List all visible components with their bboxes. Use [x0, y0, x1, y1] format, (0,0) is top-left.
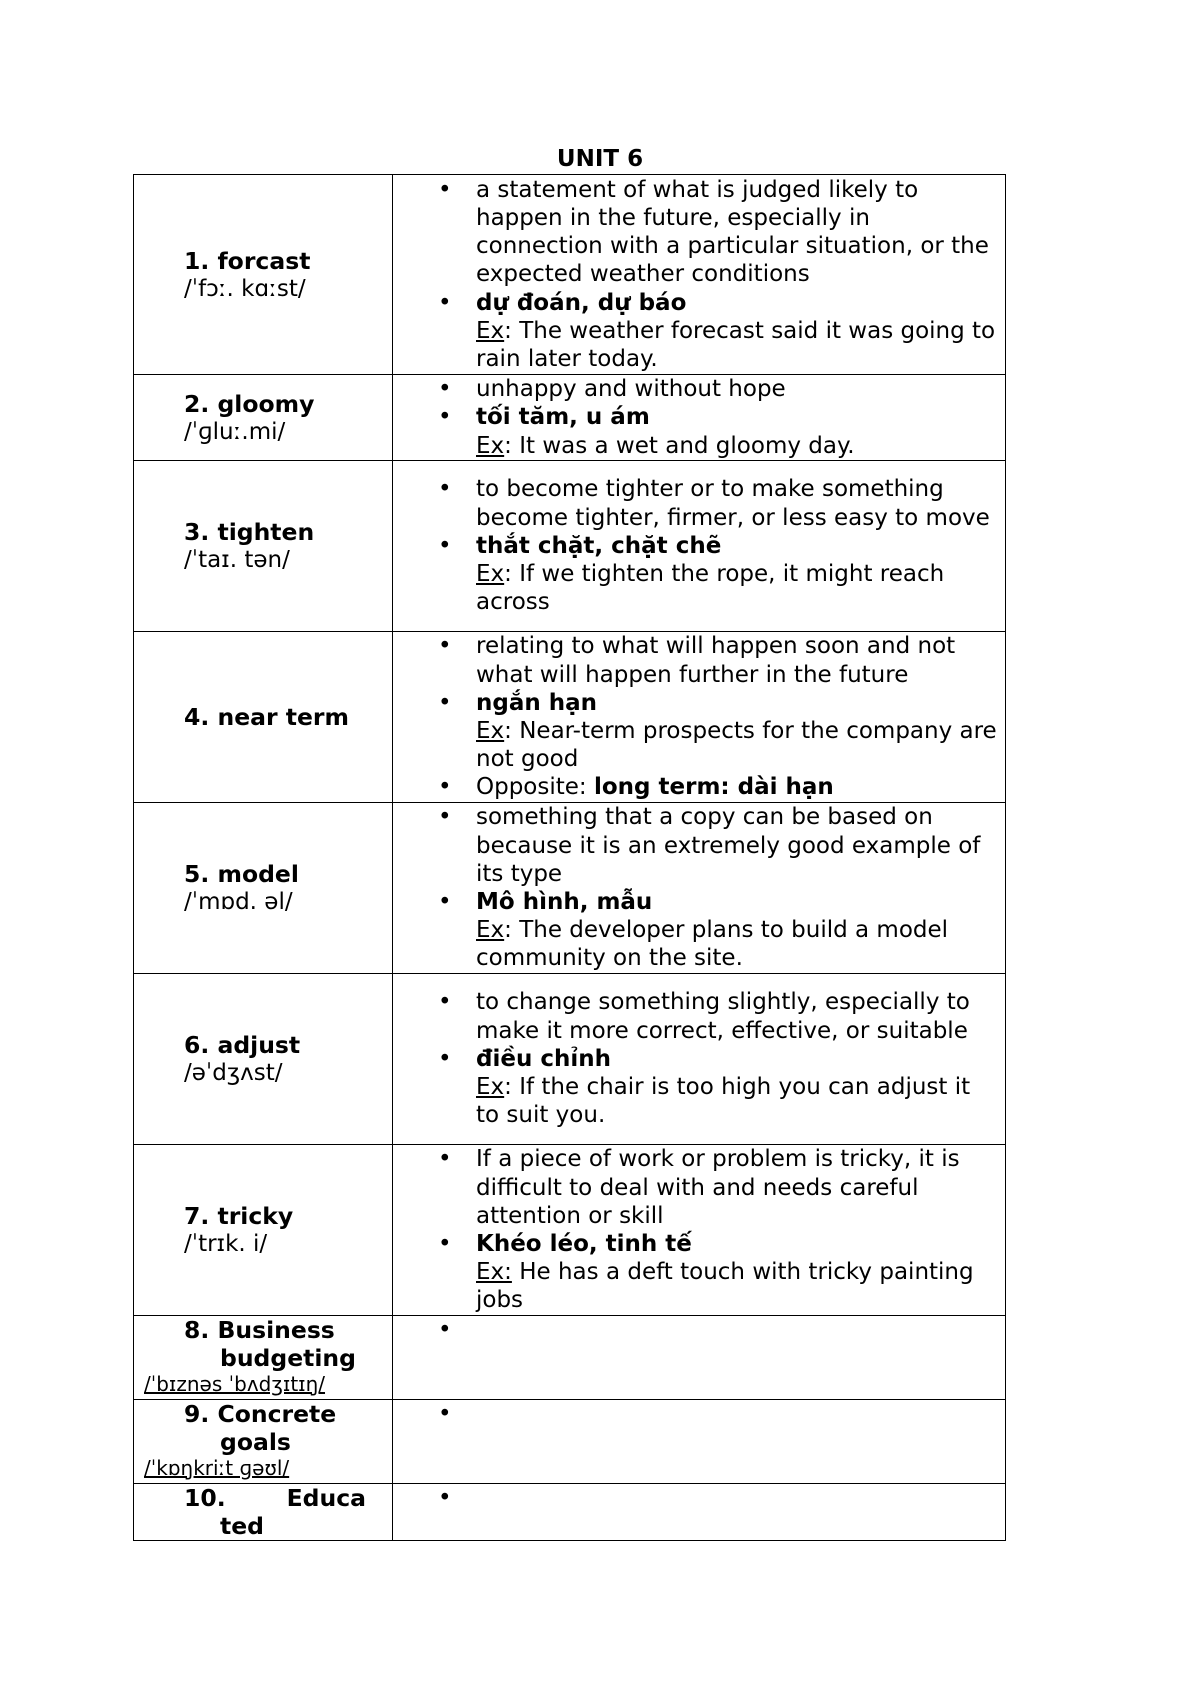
- word-term: 9. Concrete: [184, 1400, 337, 1428]
- list-item: [393, 1316, 1005, 1344]
- word-term-continued: ted: [220, 1512, 264, 1540]
- example-text: : The developer plans to build a model community on the site.: [476, 917, 949, 972]
- word-cell: [134, 632, 393, 803]
- translation-text: Khéo léo, tinh tế: [476, 1231, 692, 1257]
- table-row: [134, 461, 1006, 632]
- bullet-icon: •: [438, 1401, 452, 1427]
- word-phonetic: /ˈmɒd. əl/: [184, 889, 293, 915]
- word-phonetic: /əˈdʒʌst/: [184, 1060, 283, 1086]
- word-term: 6. adjust: [184, 1031, 301, 1059]
- definition-cell: [393, 974, 1006, 1145]
- bullet-icon: •: [438, 1146, 452, 1173]
- list-item: [393, 1045, 1005, 1073]
- word-term: 8. Business: [184, 1316, 335, 1344]
- example-line: [393, 317, 1005, 373]
- list-item: [393, 403, 1005, 431]
- list-item: [393, 988, 1005, 1044]
- opposite-value: long term: dài hạn: [593, 774, 834, 801]
- example-line: [393, 1258, 1005, 1314]
- bullet-icon: •: [438, 689, 452, 716]
- word-phonetic: /ˈfɔː. kɑːst/: [184, 275, 306, 302]
- word-cell: [134, 461, 393, 632]
- definition-cell: [393, 803, 1006, 974]
- list-item: [393, 773, 1005, 801]
- word-cell: [134, 803, 393, 974]
- list-item: [393, 289, 1005, 317]
- bullet-icon: •: [438, 404, 452, 431]
- word-term-part: Educa: [286, 1484, 366, 1512]
- example-text: : If the chair is too high you can adjust it to suit you.: [476, 1074, 971, 1129]
- example-label: Ex: [476, 317, 505, 344]
- word-term: [134, 1484, 392, 1512]
- bullet-icon: •: [438, 774, 452, 801]
- list-item: [393, 475, 1005, 531]
- list-item: [393, 632, 1005, 688]
- definition-cell: [393, 175, 1006, 375]
- example-line: [393, 432, 1005, 460]
- example-label: Ex: [476, 718, 505, 744]
- definition-cell: [393, 632, 1006, 803]
- bullet-icon: •: [438, 989, 452, 1016]
- bullet-icon: •: [438, 176, 452, 203]
- list-item: [393, 1230, 1005, 1258]
- word-term: 1. forcast: [184, 246, 311, 275]
- bullet-icon: •: [438, 804, 452, 831]
- example-text: : It was a wet and gloomy day.: [504, 432, 855, 459]
- table-row: [134, 632, 1006, 803]
- list-item: [393, 803, 1005, 888]
- word-phonetic: /ˈtaɪ. tən/: [184, 547, 290, 573]
- bullet-icon: •: [438, 376, 452, 403]
- definition-text: to become tighter or to make something become tighter, firmer, or less easy to move: [476, 476, 990, 531]
- example-label: Ex: [476, 1074, 505, 1101]
- translation-text: ngắn hạn: [476, 689, 598, 716]
- example-label: Ex:: [476, 1259, 512, 1286]
- list-item: [393, 1484, 1005, 1512]
- bullet-icon: •: [438, 476, 452, 503]
- bullet-icon: •: [438, 289, 452, 316]
- word-cell: [134, 175, 393, 375]
- example-label: Ex: [476, 432, 505, 459]
- definition-cell: [393, 1484, 1006, 1541]
- example-line: [393, 560, 1005, 616]
- example-text: He has a deft touch with tricky painting jobs: [476, 1259, 974, 1314]
- bullet-icon: •: [438, 633, 452, 660]
- word-cell: [134, 974, 393, 1145]
- definition-text: unhappy and without hope: [476, 376, 786, 403]
- word-phonetic: /ˈtrɪk. i/: [184, 1231, 268, 1257]
- translation-text: thắt chặt, chặt chẽ: [476, 532, 722, 559]
- example-line: [393, 717, 1005, 773]
- word-phonetic: /ˈkɒŋkriːt ɡəʊl/: [144, 1456, 290, 1480]
- list-item: [393, 888, 1005, 916]
- table-row: [134, 175, 1006, 375]
- bullet-icon: •: [438, 1045, 452, 1072]
- list-item: [393, 532, 1005, 560]
- vocabulary-table: [133, 174, 1006, 1541]
- table-row: [134, 1400, 1006, 1484]
- list-item: [393, 375, 1005, 403]
- example-text: : If we tighten the rope, it might reach across: [476, 561, 945, 616]
- list-item: [393, 1400, 1005, 1428]
- word-term: 5. model: [184, 860, 299, 888]
- definition-text: relating to what will happen soon and not what will happen further in the future: [476, 633, 956, 688]
- example-label: Ex: [476, 917, 505, 944]
- translation-text: điều chỉnh: [476, 1045, 611, 1072]
- word-phonetic: /ˈbɪznəs ˈbʌdʒɪtɪŋ/: [144, 1372, 326, 1396]
- definition-text: to change something slightly, especially to make it more correct, effective, or suitable: [476, 989, 970, 1044]
- word-cell: [134, 1400, 393, 1484]
- definition-cell: [393, 1316, 1006, 1400]
- table-row: [134, 803, 1006, 974]
- word-term: 2. gloomy: [184, 389, 315, 418]
- example-text: : Near-term prospects for the company are not good: [476, 718, 997, 773]
- table-row: [134, 375, 1006, 461]
- bullet-icon: •: [438, 1317, 452, 1343]
- word-cell: [134, 1145, 393, 1316]
- word-term-continued: goals: [220, 1428, 291, 1456]
- word-term-part: 10.: [184, 1484, 226, 1512]
- definition-text: a statement of what is judged likely to happen in the future, especially in connection with a particular situation, or the expected weather conditions: [476, 176, 989, 288]
- example-line: [393, 916, 1005, 972]
- list-item: [393, 176, 1005, 289]
- definition-text: something that a copy can be based on because it is an extremely good example of its type: [476, 804, 981, 887]
- word-term: 4. near term: [184, 703, 350, 731]
- bullet-icon: •: [438, 1231, 452, 1257]
- list-item: [393, 689, 1005, 717]
- definition-cell: [393, 461, 1006, 632]
- word-term: 7. tricky: [184, 1202, 294, 1230]
- opposite-label: Opposite:: [476, 774, 594, 801]
- word-cell: [134, 1316, 393, 1400]
- table-row: [134, 1484, 1006, 1541]
- page-title: UNIT 6: [556, 146, 644, 172]
- translation-text: Mô hình, mẫu: [476, 889, 653, 915]
- definition-cell: [393, 1145, 1006, 1316]
- example-line: [393, 1073, 1005, 1129]
- word-phonetic: /ˈɡluː.mi/: [184, 418, 286, 445]
- word-term: 3. tighten: [184, 518, 315, 546]
- definition-cell: [393, 375, 1006, 461]
- word-cell: [134, 1484, 393, 1541]
- table-row: [134, 1145, 1006, 1316]
- table-row: [134, 1316, 1006, 1400]
- list-item: [393, 1145, 1005, 1230]
- example-label: Ex: [476, 561, 505, 588]
- translation-text: tối tăm, u ám: [476, 404, 650, 431]
- bullet-icon: •: [438, 532, 452, 559]
- word-term-continued: budgeting: [220, 1344, 356, 1372]
- example-text: : The weather forecast said it was going to rain later today.: [476, 317, 996, 372]
- definition-text: If a piece of work or problem is tricky, it is difficult to deal with and needs careful attention or skill: [476, 1146, 960, 1229]
- table-row: [134, 974, 1006, 1145]
- word-cell: [134, 375, 393, 461]
- bullet-icon: •: [438, 1485, 452, 1511]
- translation-text: dự đoán, dự báo: [476, 289, 687, 316]
- bullet-icon: •: [438, 889, 452, 915]
- definition-cell: [393, 1400, 1006, 1484]
